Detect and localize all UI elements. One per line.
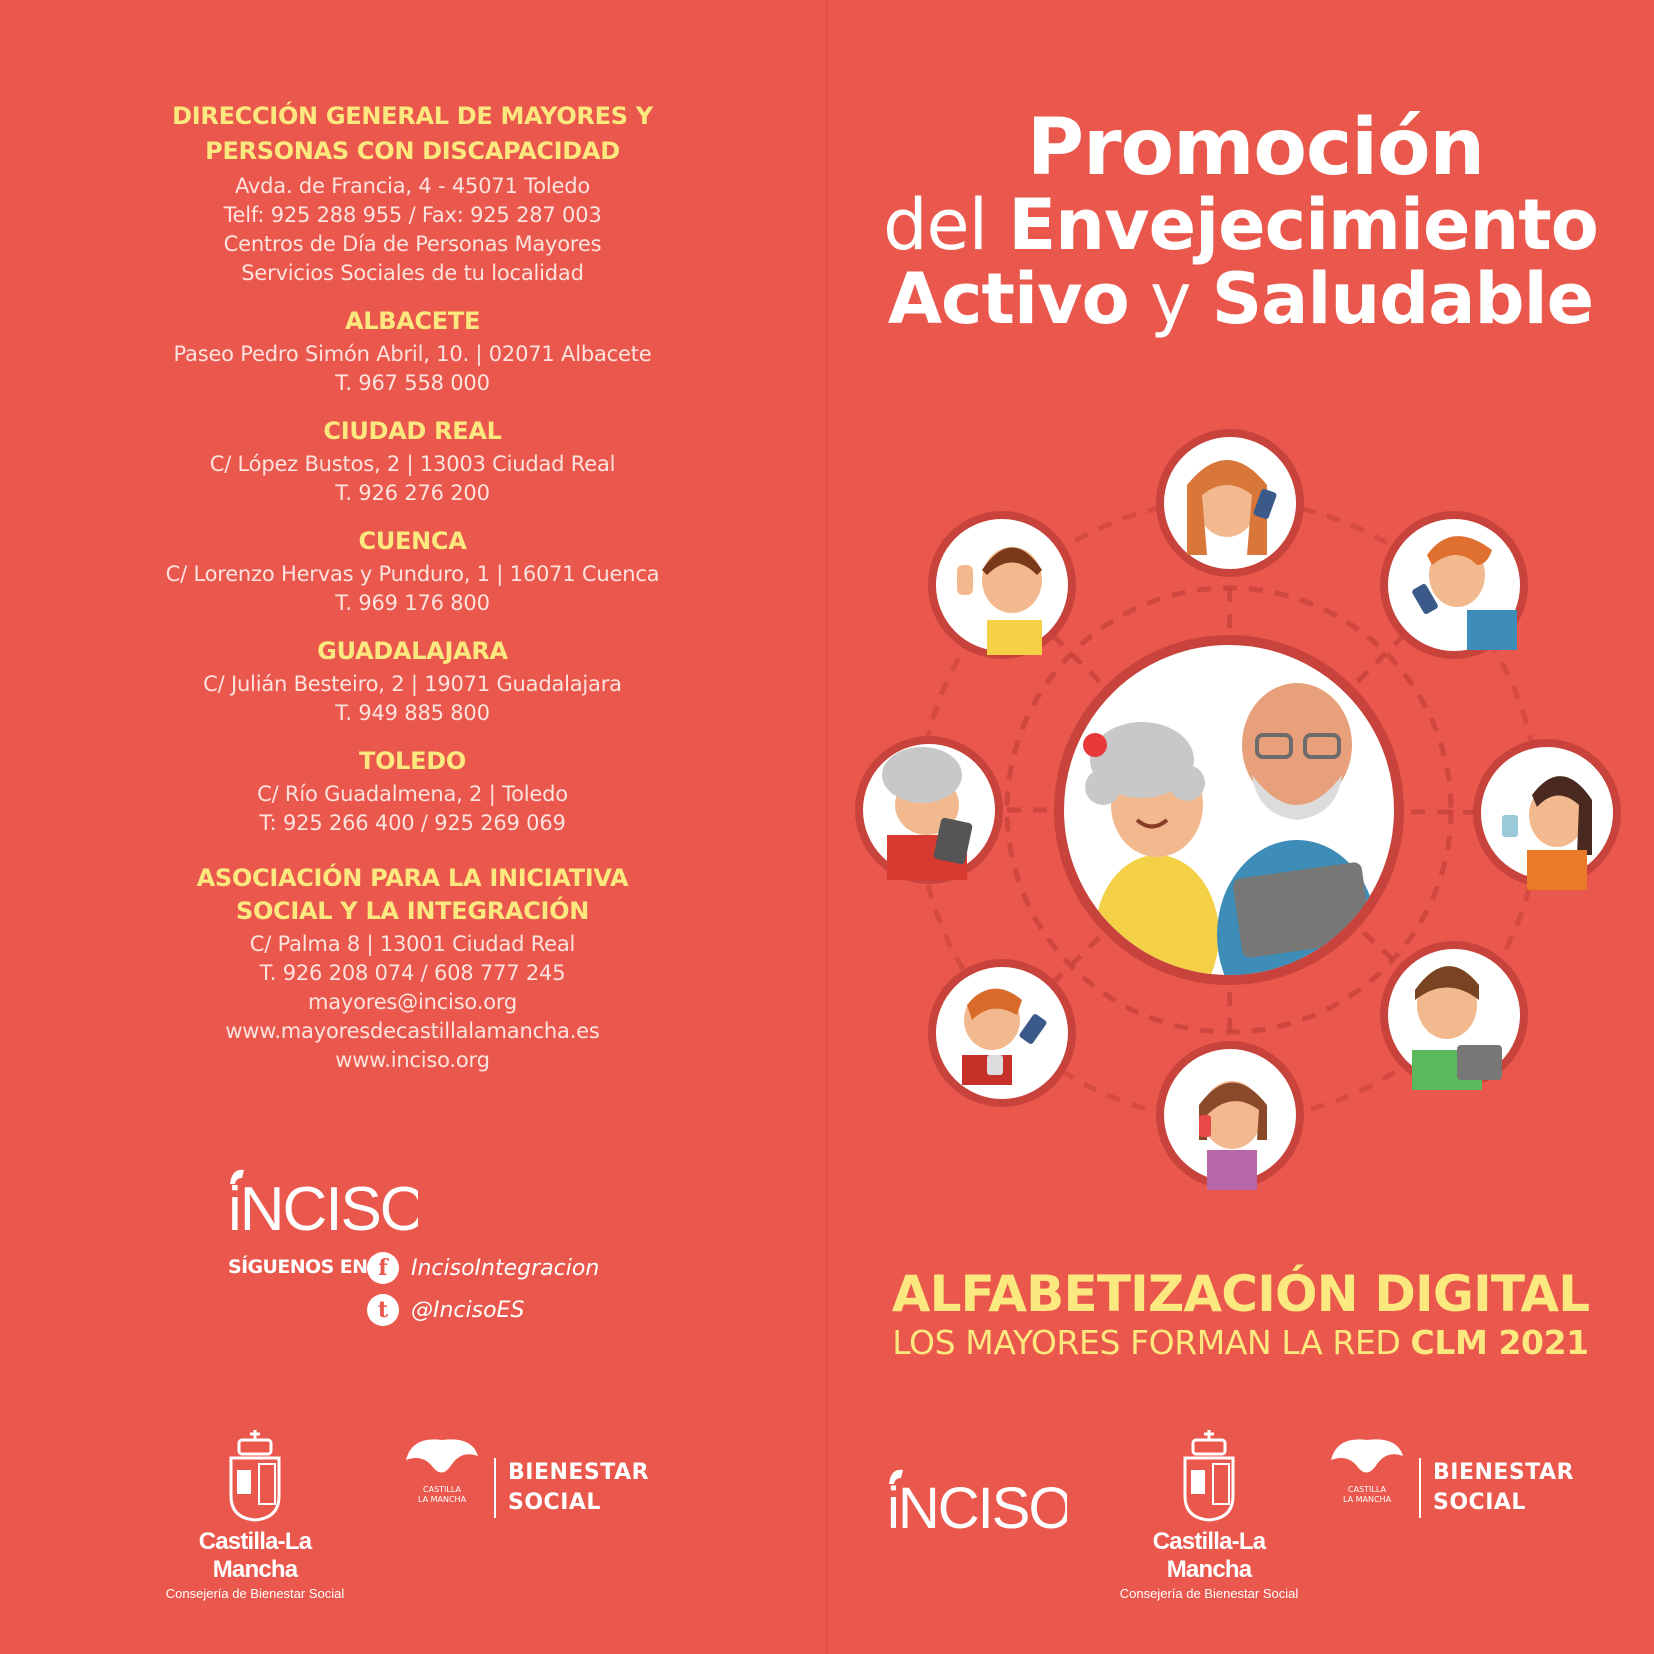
facebook-link[interactable] [367,1250,599,1286]
contact-line: C/ Palma 8 | 13001 Ciudad Real [249,932,576,956]
contact-block-cuenca [120,527,705,618]
contact-block-toledo [120,747,705,838]
program-subtitle [827,1265,1654,1363]
svg-text:iNCISO: iNCISO [887,1476,1067,1536]
clm-name: Castilla-La Mancha [198,1528,312,1583]
contact-line: Telf: 925 288 955 / Fax: 925 287 003 [223,203,602,227]
email-link[interactable]: mayores@inciso.org [307,990,518,1014]
contact-heading: PERSONAS CON DISCAPACIDAD [205,137,620,165]
title-saludable: Saludable [1211,258,1594,340]
inciso-logo [887,1466,1067,1540]
bs-line2: SOCIAL [508,1490,601,1515]
title-y: y [1150,258,1191,340]
contact-line: Servicios Sociales de tu localidad [241,261,584,285]
contact-line: Avda. de Francia, 4 - 45071 Toledo [234,174,590,198]
contact-block-asociacion [120,864,705,1075]
contact-line: Paseo Pedro Simón Abril, 10. | 02071 Albacete [173,342,652,366]
svg-text:CASTILLA: CASTILLA [1348,1485,1386,1494]
contact-list [120,102,705,1094]
svg-text:iNCISO: iNCISO [228,1175,418,1236]
person-circle-right [1477,743,1617,890]
title-line-3 [827,258,1654,340]
contact-line: C/ Lorenzo Hervas y Punduro, 1 | 16071 Cuenca [165,562,660,586]
contact-line: C/ Julián Besteiro, 2 | 19071 Guadalajara [203,672,622,696]
contact-line: T. 926 276 200 [335,481,490,505]
contact-heading: SOCIAL Y LA INTEGRACIÓN [235,897,590,925]
bs-line1: BIENESTAR [1433,1460,1575,1485]
contact-line: T: 925 266 400 / 925 269 069 [259,811,566,835]
bienestar-social-logo [402,1430,650,1534]
contact-line: C/ Río Guadalmena, 2 | Toledo [257,782,568,806]
twitter-handle: @IncisoES [411,1297,525,1323]
front-panel [827,0,1654,1654]
contact-line: T. 967 558 000 [335,371,490,395]
website-link[interactable]: www.inciso.org [335,1048,490,1072]
grandparents-circle [1059,640,1399,1030]
bienestar-social-logo [1327,1430,1575,1534]
facebook-icon: f [367,1252,399,1284]
svg-text:LA MANCHA: LA MANCHA [417,1495,467,1504]
contact-heading: GUADALAJARA [317,637,508,665]
contact-line: T. 926 208 074 / 608 777 245 [259,961,566,985]
castilla-la-mancha-logo [155,1430,355,1601]
bs-line2: SOCIAL [1433,1490,1526,1515]
castilla-la-mancha-logo [1109,1430,1309,1601]
follow-us [228,1250,628,1330]
sponsor-logos-right [887,1430,1627,1601]
follow-label: SÍGUENOS EN [228,1256,368,1278]
title-line-1: Promoción [1026,103,1485,193]
subtitle-light: LOS MAYORES FORMAN LA RED [892,1323,1401,1362]
inciso-logo [228,1166,418,1240]
bs-line1: BIENESTAR [508,1460,650,1485]
bienestar-emblem-icon [402,1430,482,1530]
twitter-icon: t [367,1294,399,1326]
person-circle-bottom [1160,1045,1300,1190]
bienestar-emblem-icon [1327,1430,1407,1530]
person-circle-lower-left [932,963,1072,1103]
subtitle-bold: CLM 2021 [1410,1323,1589,1362]
contact-block-direccion [120,102,705,288]
contact-heading: ASOCIACIÓN PARA LA INICIATIVA [196,864,629,892]
svg-text:CASTILLA: CASTILLA [423,1485,461,1494]
contact-block-guadalajara [120,637,705,728]
person-circle-upper-right [1384,515,1524,655]
sponsor-logos-left [160,1430,660,1601]
title-line-2 [827,184,1654,266]
contact-block-albacete [120,307,705,398]
bienestar-social-text [494,1458,649,1518]
person-circle-lower-right [1384,945,1524,1090]
subtitle-line-2 [827,1323,1654,1363]
twitter-link[interactable] [367,1292,524,1328]
contact-line: T. 949 885 800 [335,701,490,725]
brochure-title [827,103,1654,340]
contact-line: T. 969 176 800 [335,591,490,615]
contact-block-ciudad-real [120,417,705,508]
person-circle-left [859,740,999,880]
contact-heading: CUENCA [358,527,467,555]
contact-line: C/ López Bustos, 2 | 13003 Ciudad Real [209,452,616,476]
svg-text:LA MANCHA: LA MANCHA [1342,1495,1392,1504]
clm-subtitle: Consejería de Bienestar Social [165,1586,345,1601]
title-del: del [883,184,988,266]
bienestar-social-text [1419,1458,1574,1518]
people-network-illustration [827,415,1654,1209]
coat-of-arms-icon [225,1430,285,1522]
website-link[interactable]: www.mayoresdecastillalamancha.es [225,1019,600,1043]
coat-of-arms-icon [1179,1430,1239,1522]
person-circle-top [1160,433,1300,573]
contact-heading: ALBACETE [344,307,481,335]
title-envejecimiento: Envejecimiento [1008,184,1598,266]
clm-name: Castilla-La Mancha [1152,1528,1266,1583]
facebook-handle: IncisoIntegracion [411,1255,600,1281]
person-circle-upper-left [932,515,1072,655]
contact-line: Centros de Día de Personas Mayores [223,232,602,256]
contact-heading: CIUDAD REAL [323,417,502,445]
title-activo: Activo [887,258,1129,340]
subtitle-line-1: ALFABETIZACIÓN DIGITAL [891,1265,1590,1323]
clm-subtitle: Consejería de Bienestar Social [1119,1586,1299,1601]
contact-heading: DIRECCIÓN GENERAL DE MAYORES Y [172,102,653,130]
contact-heading: TOLEDO [359,747,466,775]
